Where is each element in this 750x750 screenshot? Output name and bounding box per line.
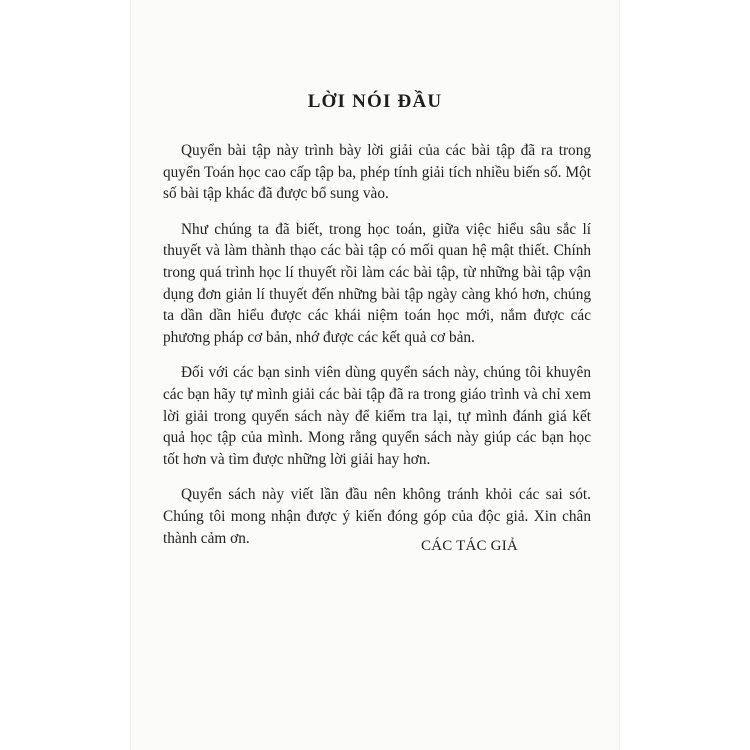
- preface-body: [163, 140, 591, 563]
- paragraph-1: Quyển bài tập này trình bày lời giải của các bài tập đã ra trong quyển Toán học cao cấp tập ba, phép tính giải tích nhiều biến số. Một số bài tập khác đã được bổ sung vào.: [163, 142, 591, 203]
- paragraph-4: Quyển sách này viết lần đầu nên không tránh khỏi các sai sót. Chúng tôi mong nhận được ý kiến đóng góp của độc giả. Xin chân thành cảm ơn.: [163, 486, 591, 547]
- page-title: LỜI NÓI ĐẦU: [307, 91, 443, 112]
- paragraph-3: Đối với các bạn sinh viên dùng quyển sách này, chúng tôi khuyên các bạn hãy tự mình giải các bài tập đã ra trong giáo trình và chỉ xem lời giải trong quyển sách này để kiểm tra lại, tự mình đánh giá kết quả học tập của mình. Mong rằng quyển sách này giúp các bạn học tốt hơn và tìm được những lời giải hay hơn.: [163, 364, 591, 468]
- paragraph-2: Như chúng ta đã biết, trong học toán, giữa việc hiểu sâu sắc lí thuyết và làm thành thạo các bài tập có mối quan hệ mật thiết. Chính trong quá trình học lí thuyết rồi làm các bài tập, từ những bài tập vận dụng đơn giản lí thuyết đến những bài tập ngày càng khó hơn, chúng ta dần dần hiểu được các khái niệm toán học mới, nắm được các phương pháp cơ bản, nhớ được các kết quả cơ bản.: [163, 220, 591, 346]
- book-page: [131, 0, 619, 750]
- authors-signature: CÁC TÁC GIẢ: [421, 538, 518, 554]
